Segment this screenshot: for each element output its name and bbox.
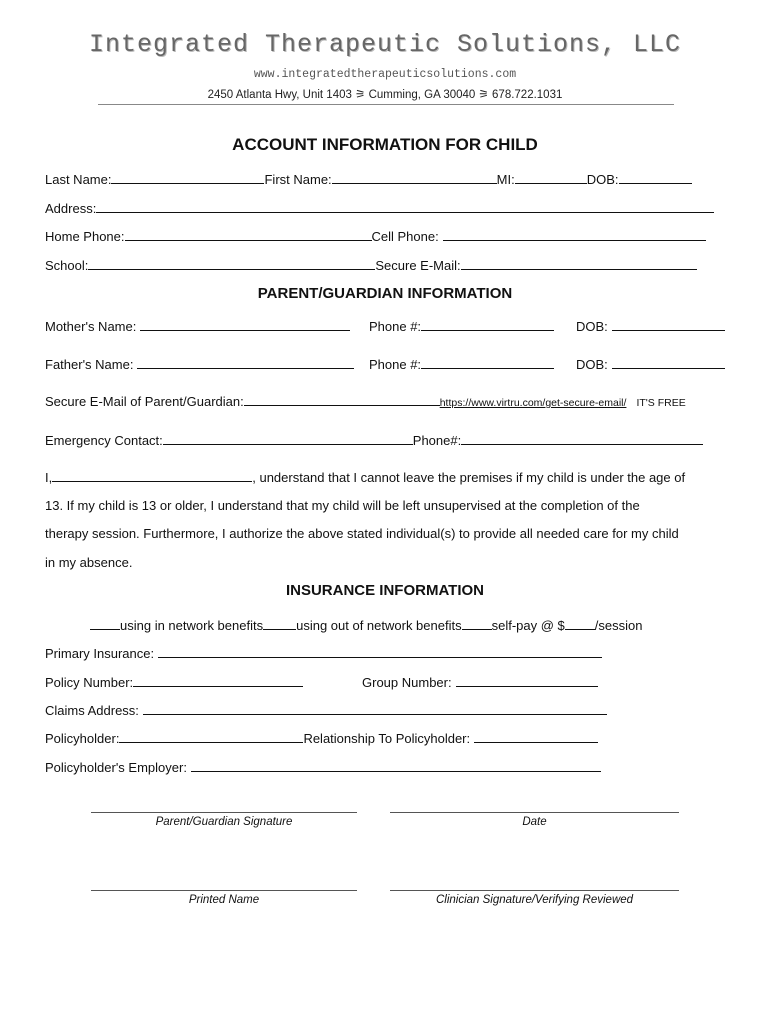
father-phone-group	[369, 356, 554, 372]
insurance-section-heading: INSURANCE INFORMATION	[285, 582, 485, 599]
last-name-field[interactable]	[111, 171, 264, 184]
policy-number-row	[45, 674, 303, 690]
printed-name-line[interactable]	[91, 890, 357, 891]
in-network-label: using in network benefits	[120, 618, 264, 633]
school-label: School:	[45, 258, 89, 273]
mi-label: MI:	[496, 172, 515, 187]
dob-label: DOB:	[586, 172, 619, 187]
employer-label: Policyholder's Employer:	[45, 760, 187, 775]
date-line[interactable]	[390, 812, 679, 813]
emergency-phone-label: Phone#:	[412, 433, 462, 448]
claims-address-row	[45, 702, 607, 718]
virtru-link[interactable]: https://www.virtru.com/get-secure-email/	[439, 397, 627, 409]
father-phone-field[interactable]	[421, 356, 554, 369]
clinician-signature-caption: Clinician Signature/Verifying Reviewed	[435, 894, 634, 906]
its-free-note: IT'S FREE	[636, 397, 686, 409]
parent-email-row	[45, 394, 686, 409]
in-network-check[interactable]	[90, 617, 120, 630]
group-number-group	[362, 674, 598, 690]
child-phone-row	[45, 228, 706, 244]
primary-insurance-row	[45, 645, 602, 661]
mother-dob-field[interactable]	[612, 318, 725, 331]
agreement-prefix: I,	[45, 470, 53, 485]
agreement-line-2: 13. If my child is 13 or older, I understand that my child will be left unsupervised at the completion of the	[45, 498, 640, 513]
policyholder-row	[45, 730, 598, 746]
employer-field[interactable]	[191, 759, 601, 772]
first-name-field[interactable]	[332, 171, 497, 184]
fathers-name-label: Father's Name:	[45, 357, 134, 372]
home-phone-field[interactable]	[125, 228, 372, 241]
agreement-line-3: therapy session. Furthermore, I authorize the above stated individual(s) to provide all needed care for my child	[45, 526, 679, 541]
date-caption: Date	[522, 816, 547, 828]
benefits-row	[90, 617, 642, 633]
per-session-label: /session	[594, 618, 643, 633]
father-dob-field[interactable]	[612, 356, 725, 369]
last-name-label: Last Name:	[45, 172, 112, 187]
self-pay-amount-field[interactable]	[565, 617, 595, 630]
out-network-label: using out of network benefits	[296, 618, 462, 633]
agreement-line-1	[45, 469, 685, 485]
mother-phone-group	[369, 318, 554, 334]
child-name-row	[45, 171, 692, 187]
mother-dob-group	[576, 318, 725, 334]
agreement-line-4: in my absence.	[45, 555, 133, 570]
self-pay-label: self-pay @ $	[491, 618, 565, 633]
dob-field[interactable]	[619, 171, 692, 184]
mothers-name-field[interactable]	[140, 318, 350, 331]
address-field[interactable]	[96, 200, 714, 213]
emergency-contact-label: Emergency Contact:	[45, 433, 163, 448]
father-dob-label: DOB:	[576, 357, 608, 372]
father-row	[45, 356, 354, 372]
relationship-label: Relationship To Policyholder:	[303, 731, 471, 746]
printed-name-caption: Printed Name	[188, 894, 260, 906]
group-number-label: Group Number:	[362, 675, 452, 690]
clinician-signature-line[interactable]	[390, 890, 679, 891]
parent-section-heading: PARENT/GUARDIAN INFORMATION	[257, 285, 513, 302]
parent-email-field[interactable]	[244, 397, 440, 406]
emergency-contact-field[interactable]	[163, 432, 413, 445]
claims-address-label: Claims Address:	[45, 703, 139, 718]
group-number-field[interactable]	[456, 674, 598, 687]
company-address: 2450 Atlanta Hwy, Unit 1403 ⚞ Cumming, GA 30040 ⚞ 678.722.1031	[207, 89, 563, 101]
self-pay-check[interactable]	[462, 617, 492, 630]
primary-insurance-field[interactable]	[158, 645, 602, 658]
mi-field[interactable]	[515, 171, 587, 184]
child-school-row	[45, 257, 697, 273]
agreement-name-field[interactable]	[52, 469, 252, 482]
first-name-label: First Name:	[264, 172, 332, 187]
policy-number-label: Policy Number:	[45, 675, 134, 690]
policyholder-label: Policyholder:	[45, 731, 120, 746]
mother-phone-field[interactable]	[421, 318, 554, 331]
employer-row	[45, 759, 601, 775]
cell-phone-label: Cell Phone:	[371, 229, 439, 244]
claims-address-field[interactable]	[143, 702, 607, 715]
child-address-row	[45, 200, 714, 216]
secure-email-field[interactable]	[461, 257, 697, 270]
header-divider	[98, 104, 674, 105]
fathers-name-field[interactable]	[137, 356, 354, 369]
secure-email-label: Secure E-Mail:	[375, 258, 461, 273]
emergency-phone-field[interactable]	[461, 432, 703, 445]
company-website: www.integratedtherapeuticsolutions.com	[253, 68, 517, 81]
parent-signature-caption: Parent/Guardian Signature	[155, 816, 293, 828]
mother-phone-label: Phone #:	[369, 319, 422, 334]
agreement-line-1-text: , understand that I cannot leave the premises if my child is under the age of	[252, 470, 686, 485]
school-field[interactable]	[88, 257, 375, 270]
policyholder-field[interactable]	[119, 730, 303, 743]
primary-insurance-label: Primary Insurance:	[45, 646, 155, 661]
emergency-row	[45, 432, 703, 448]
parent-email-label: Secure E-Mail of Parent/Guardian:	[45, 394, 244, 409]
cell-phone-field[interactable]	[443, 228, 706, 241]
home-phone-label: Home Phone:	[45, 229, 125, 244]
company-name: Integrated Therapeutic Solutions, LLC	[88, 30, 682, 59]
policy-number-field[interactable]	[133, 674, 303, 687]
mother-row	[45, 318, 350, 334]
child-section-heading: ACCOUNT INFORMATION FOR CHILD	[232, 135, 538, 154]
mother-dob-label: DOB:	[576, 319, 608, 334]
out-network-check[interactable]	[263, 617, 296, 630]
relationship-field[interactable]	[474, 730, 598, 743]
address-label: Address:	[45, 201, 97, 216]
parent-signature-line[interactable]	[91, 812, 357, 813]
father-dob-group	[576, 356, 725, 372]
father-phone-label: Phone #:	[369, 357, 422, 372]
mothers-name-label: Mother's Name:	[45, 319, 137, 334]
